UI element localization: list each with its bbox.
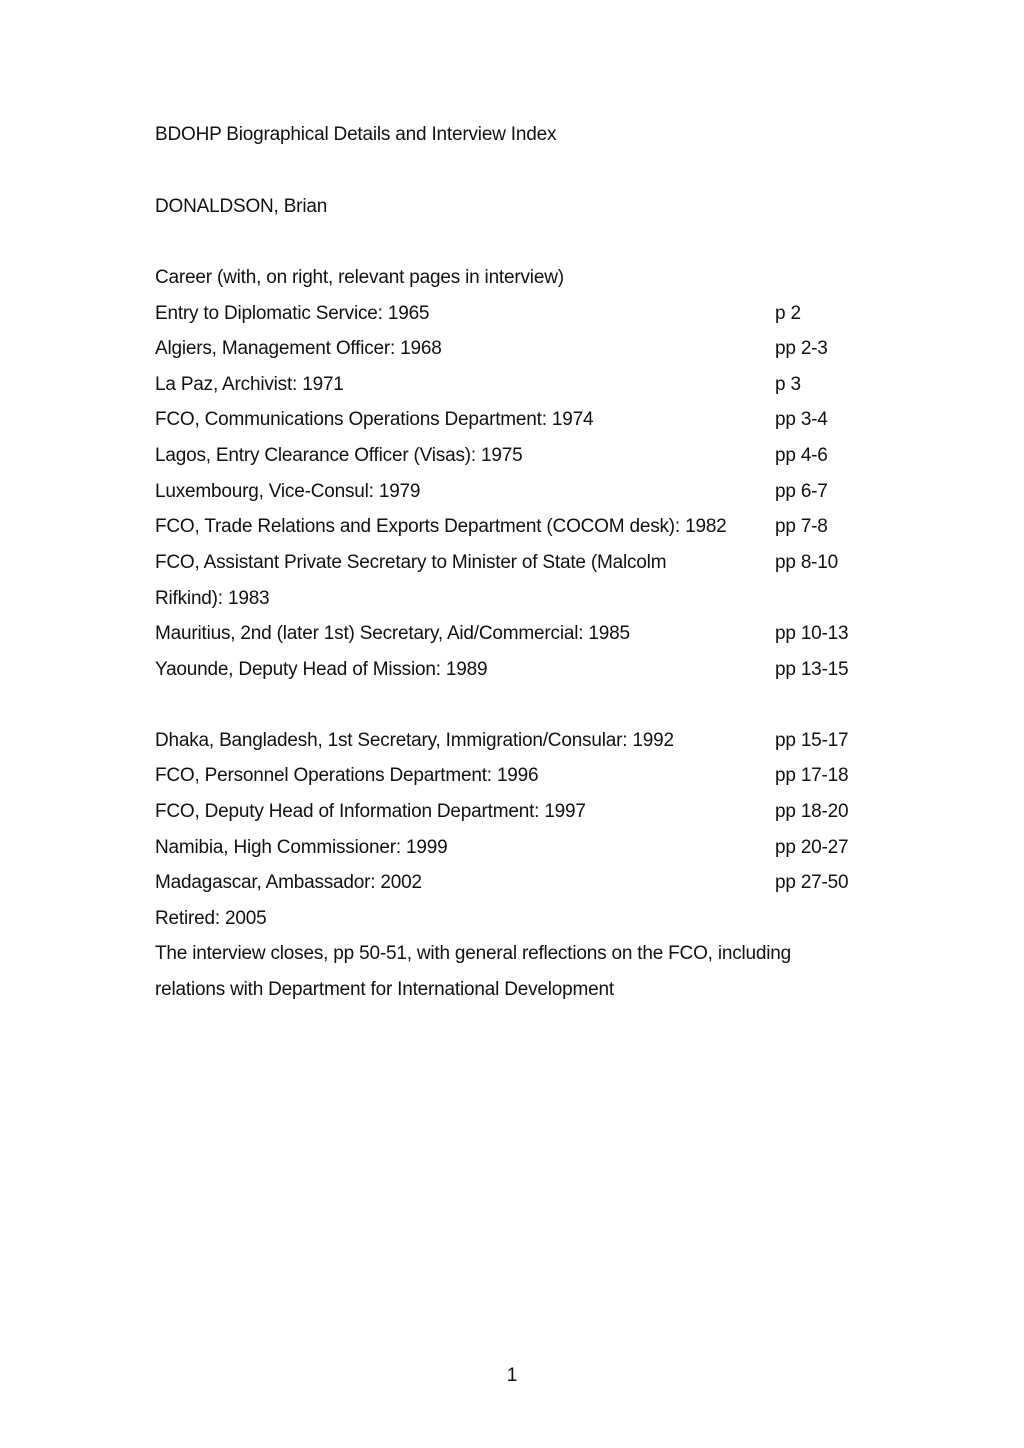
career-entry: Madagascar, Ambassador: 2002 <box>155 872 422 893</box>
career-entry: Entry to Diplomatic Service: 1965 <box>155 303 430 324</box>
career-entry: Luxembourg, Vice-Consul: 1979 <box>155 481 421 502</box>
career-pages: pp 27-50 <box>775 872 849 893</box>
closing-line: relations with Department for International Development <box>155 979 614 1000</box>
career-entry: Mauritius, 2nd (later 1st) Secretary, Aid/Commercial: 1985 <box>155 623 630 644</box>
career-entry: FCO, Trade Relations and Exports Department (COCOM desk): 1982 <box>155 516 727 537</box>
page-number: 1 <box>506 1365 518 1386</box>
career-entry: Algiers, Management Officer: 1968 <box>155 338 442 359</box>
career-entry: FCO, Personnel Operations Department: 1996 <box>155 765 539 786</box>
career-heading: Career (with, on right, relevant pages in interview) <box>155 267 564 288</box>
career-pages: pp 20-27 <box>775 837 849 858</box>
career-pages: pp 15-17 <box>775 730 849 751</box>
retired-line: Retired: 2005 <box>155 908 267 929</box>
career-entry: Namibia, High Commissioner: 1999 <box>155 837 448 858</box>
career-entry: Yaounde, Deputy Head of Mission: 1989 <box>155 659 488 680</box>
closing-line: The interview closes, pp 50-51, with general reflections on the FCO, including <box>155 943 792 964</box>
career-pages: pp 2-3 <box>775 338 828 359</box>
career-entry: FCO, Communications Operations Department: 1974 <box>155 409 594 430</box>
career-entry: Dhaka, Bangladesh, 1st Secretary, Immigration/Consular: 1992 <box>155 730 674 751</box>
career-pages: pp 18-20 <box>775 801 849 822</box>
career-pages: pp 4-6 <box>775 445 828 466</box>
career-entry: FCO, Deputy Head of Information Department: 1997 <box>155 801 586 822</box>
career-pages: pp 8-10 <box>775 552 839 573</box>
document-title: BDOHP Biographical Details and Interview Index <box>155 124 557 145</box>
career-pages: p 3 <box>775 374 801 395</box>
career-pages: pp 13-15 <box>775 659 849 680</box>
career-entry: FCO, Assistant Private Secretary to Minister of State (Malcolm <box>155 552 667 573</box>
career-pages: pp 6-7 <box>775 481 828 502</box>
career-pages: pp 3-4 <box>775 409 828 430</box>
career-pages: p 2 <box>775 303 801 324</box>
career-pages: pp 17-18 <box>775 765 849 786</box>
career-entry-continuation: Rifkind): 1983 <box>155 588 270 609</box>
career-pages: pp 10-13 <box>775 623 849 644</box>
interviewee-name: DONALDSON, Brian <box>155 196 328 217</box>
career-entry: Lagos, Entry Clearance Officer (Visas): 1975 <box>155 445 523 466</box>
career-entry: La Paz, Archivist: 1971 <box>155 374 344 395</box>
career-pages: pp 7-8 <box>775 516 828 537</box>
